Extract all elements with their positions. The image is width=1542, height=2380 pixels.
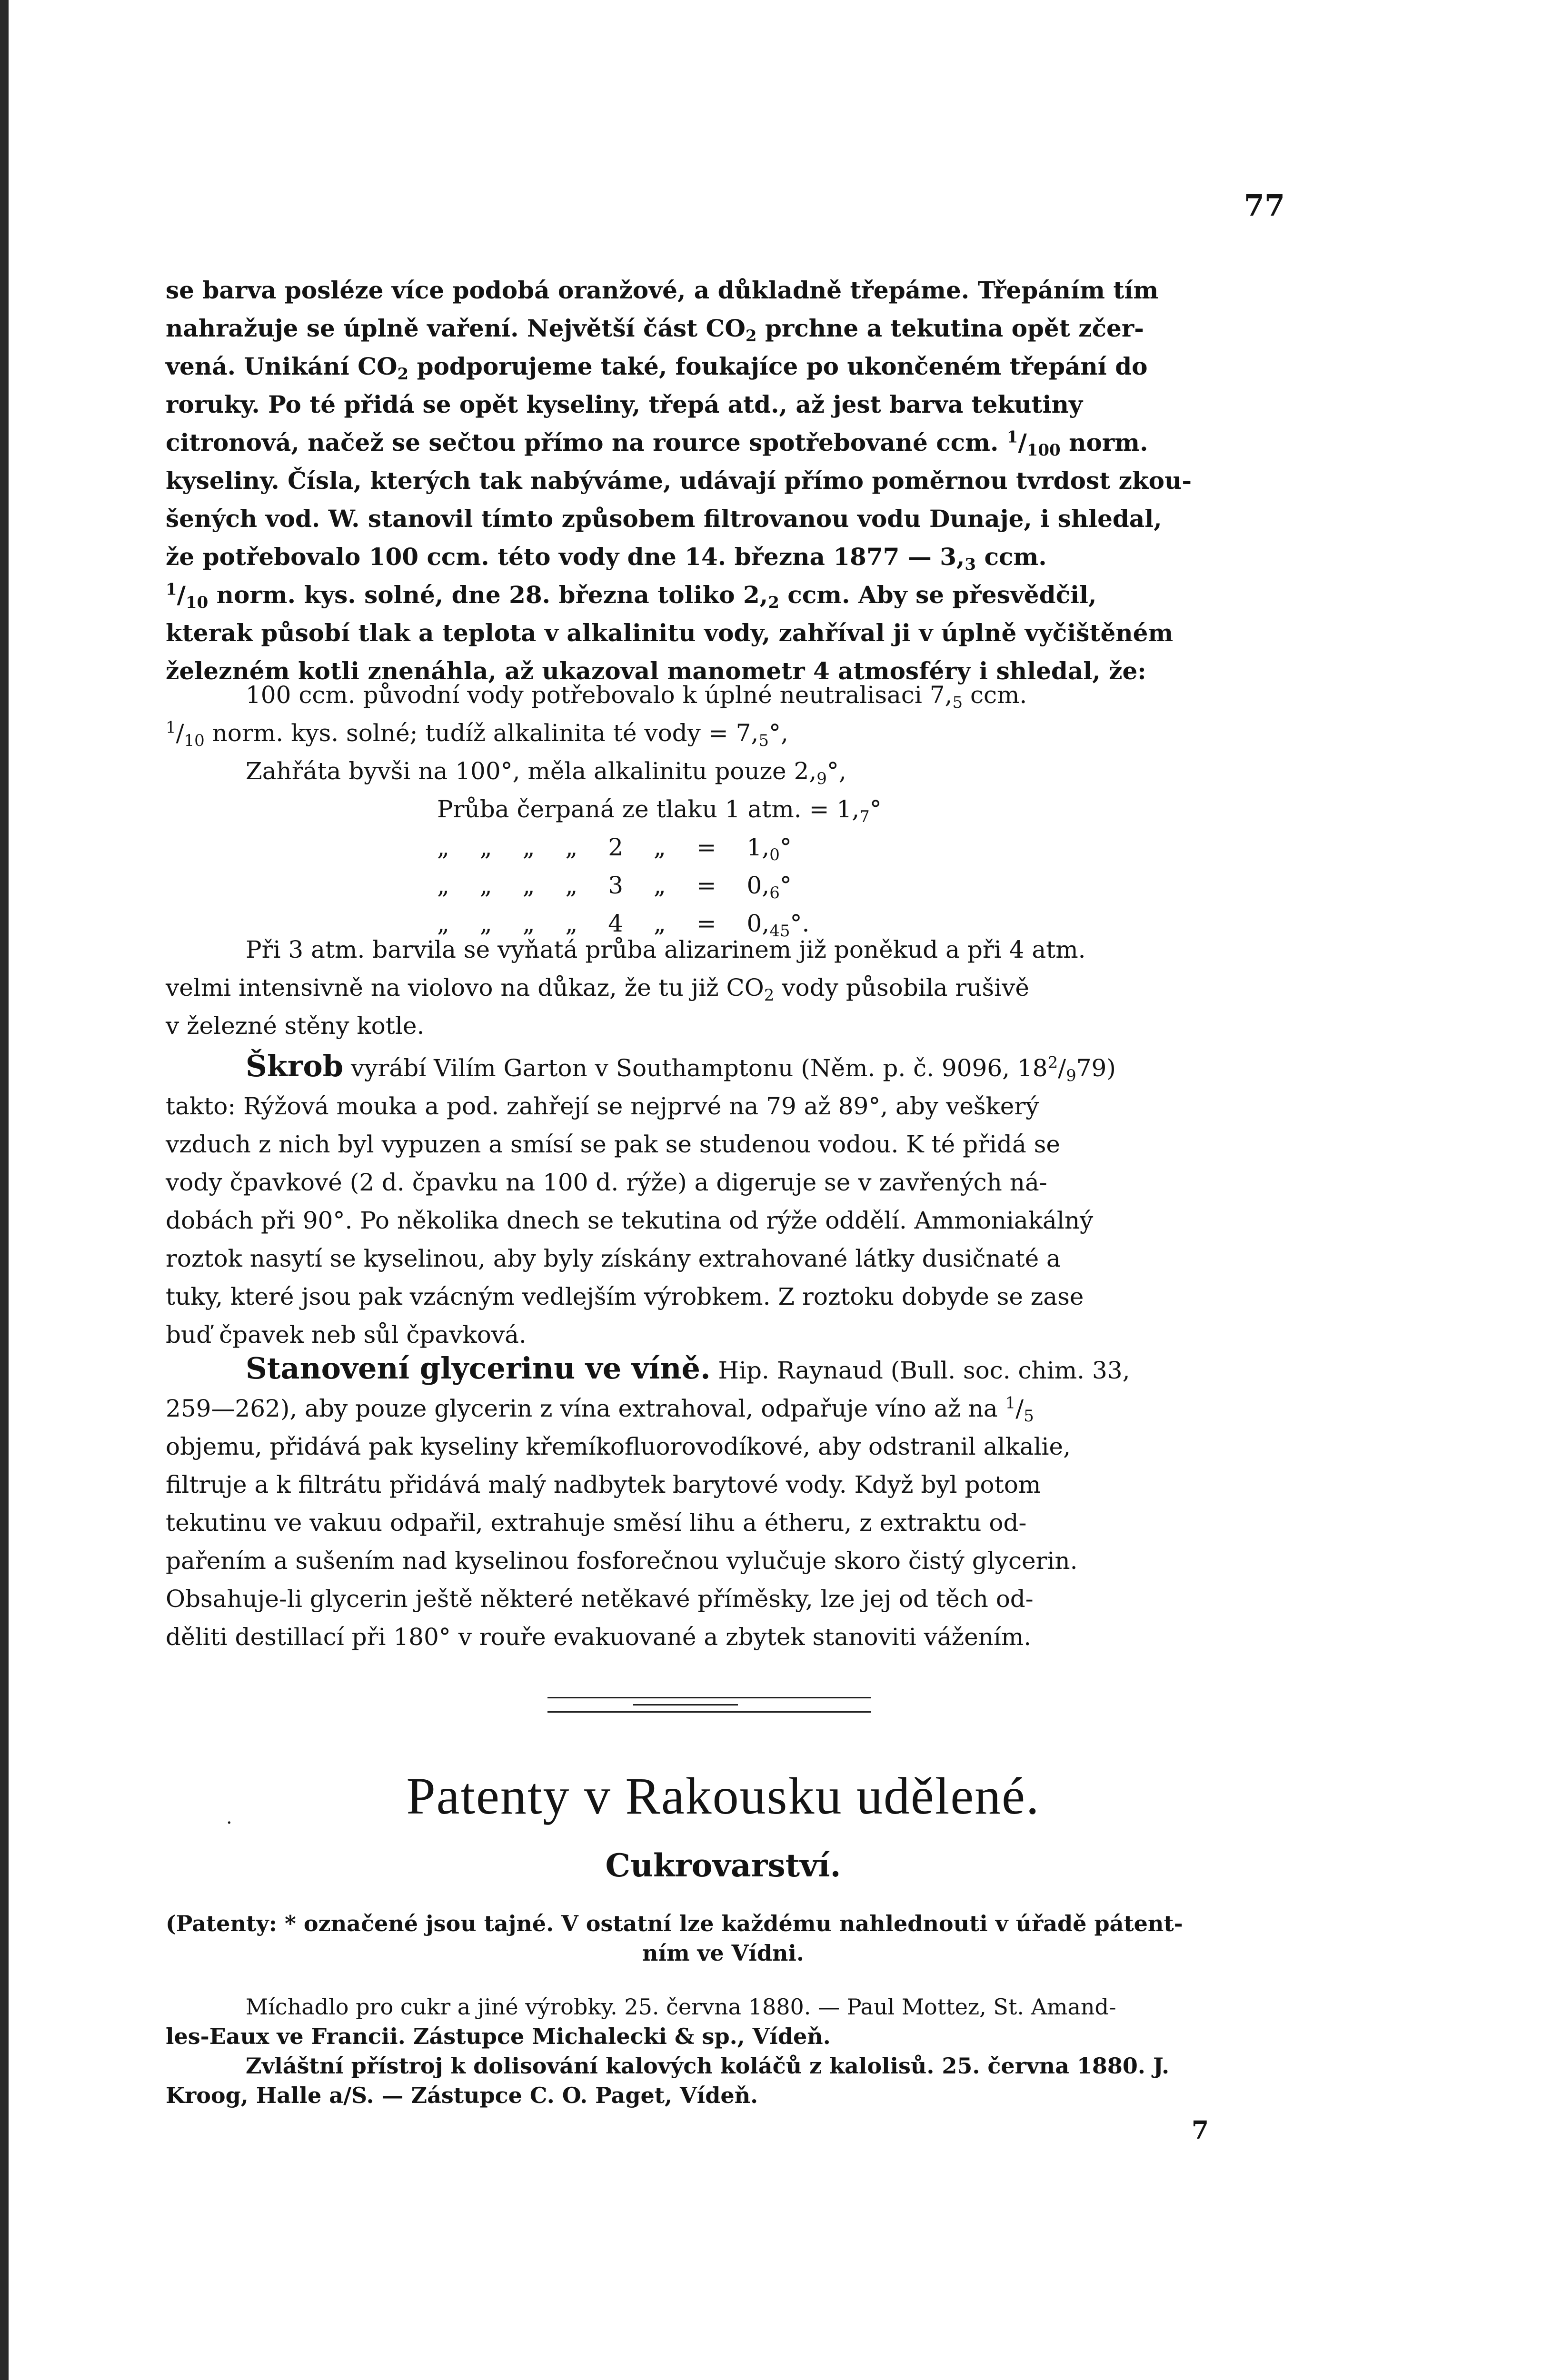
patents-title: Patenty v Rakousku udělené. xyxy=(406,1767,1040,1825)
signature-mark: 7 xyxy=(1191,2116,1209,2145)
patents-entries xyxy=(166,1992,1281,2110)
page-number: 77 xyxy=(1244,188,1285,223)
patents-note: (Patenty: * označené jsou tajné. V ostatní lze každému nahlednouti v úřadě pátent- ním ve Vídni. xyxy=(166,1911,1183,1966)
separator-rule xyxy=(547,1711,871,1713)
patents-subtitle: Cukrovarství. xyxy=(605,1847,841,1884)
page-spine-shadow xyxy=(0,0,9,2380)
stray-dot: . xyxy=(226,1806,232,1828)
section-heading: Stanovení glycerinu ve víně. xyxy=(246,1351,711,1386)
measurement-list: 100 ccm. původní vody potřebovalo k úplné neutralisaci $7,_5$ ccm. $^1/_{10}$ norm. kys. solné; tudíž alkalinita té vody = $7,_5^\circ$, Zahřáta byvši na 100°, měla alkalinitu pouze $2,_9^\circ$, Průba čerpaná ze tlaku 1 atm. = $1,_7^\circ$ „ „ „ „ 2 „ = $1,_0^\circ$ „ „ „ „ 3 „ = $0,_6^\circ$ „ „ „ „ 4 „ = $0,_{45}^\circ$. xyxy=(166,681,1027,941)
patent-entry: Zvláštní přístroj k dolisování kalových koláčů z kalolisů. 25. června 1880. J. xyxy=(246,2053,1170,2079)
section-skrob: Škrob vyrábí Vilím Garton v Southamptonu (Něm. p. č. 9096, $18^2/_979$) takto: Rýžová mouka a pod. zahřejí se nejprvé na 79 až 89°, aby veškerý vzduch z nich byl vypuzen a smísí se pak se studenou vodou. K té přidá se vody čpavkové (2 d. čpavku na 100 d. rýže) a digeruje se v zavřených ná- dobách při 90°. Po několika dnech se tekutina od rýže oddělí. Ammoniakálný roztok nasytí se kyselinou, aby byly získány extrahované látky dusičnaté a tuky, které jsou pak vzácným vedlejším výrobkem. Z roztoku dobyde se zase buď čpavek neb sůl čpavková. xyxy=(166,1049,1116,1349)
patent-entry: Kroog, Halle a/S. — Zástupce C. O. Paget, Vídeň. xyxy=(166,2082,758,2108)
section-glycerin: Stanovení glycerinu ve víně. Hip. Raynaud (Bull. soc. chim. 33, 259—262), aby pouze glycerin z vína extrahoval, odpařuje víno až na $^1/_5$ objemu, přidává pak kyseliny křemíkofluorovodíkové, aby odstranil alkalie, filtruje a k filtrátu přidává malý nadbytek barytové vody. Když byl potom tekutinu ve vakuu odpařil, extrahuje směsí lihu a étheru, z extraktu od- pařením a sušením nad kyselinou fosforečnou vylučuje skoro čistý glycerin. Obsahuje-li glycerin ještě některé netěkavé příměsky, lze jej od těch od- děliti destillací při 180° v rouře evakuované a zbytek stanoviti vážením. xyxy=(166,1351,1130,1651)
paragraph-conclusion: Při 3 atm. barvila se vyňatá průba alizarinem již poněkud a při 4 atm. velmi intensivně na violovo na důkaz, že tu již $CO_2$ vody působila rušivě v železné stěny kotle. xyxy=(166,936,1086,1040)
section-heading: Škrob xyxy=(246,1049,344,1083)
separator-rule xyxy=(547,1697,871,1698)
patent-entry: Míchadlo pro cukr a jiné výrobky. 25. června 1880. — Paul Mottez, St. Amand- xyxy=(246,1994,1116,2020)
separator-rule xyxy=(633,1704,738,1706)
paragraph-alkalinity: se barva posléze více podobá oranžové, a důkladně třepáme. Třepáním tím nahražuje se úplně vaření. Největší část $CO_2$ prchne a tekutina opět zčer- vená. Unikání $CO_2$ podporujeme také, foukajíce po ukončeném třepání do roruky. Po té přidá se opět kyseliny, třepá atd., až jest barva tekutiny citronová, načež se sečtou přímo na rource spotřebované ccm. $^1/_{100}$ norm. kyseliny. Čísla, kterých tak nabýváme, udávají přímo poměrnou tvrdost zkou- šených vod. W. stanovil tímto způsobem filtrovanou vodu Dunaje, i shledal, že potřebovalo 100 ccm. této vody dne 14. března 1877 — $3,_3$ ccm. $^1/_{10}$ norm. kys. solné, dne 28. března toliko $2,_2$ ccm. Aby se přesvědčil, kterak působí tlak a teplota v alkalinitu vody, zahříval ji v úplně vyčištěném železném kotli znenáhla, až ukazoval manometr 4 atmosféry i shledal, že: xyxy=(166,276,1192,685)
patent-entry: les-Eaux ve Francii. Zástupce Michalecki & sp., Vídeň. xyxy=(166,2023,831,2049)
